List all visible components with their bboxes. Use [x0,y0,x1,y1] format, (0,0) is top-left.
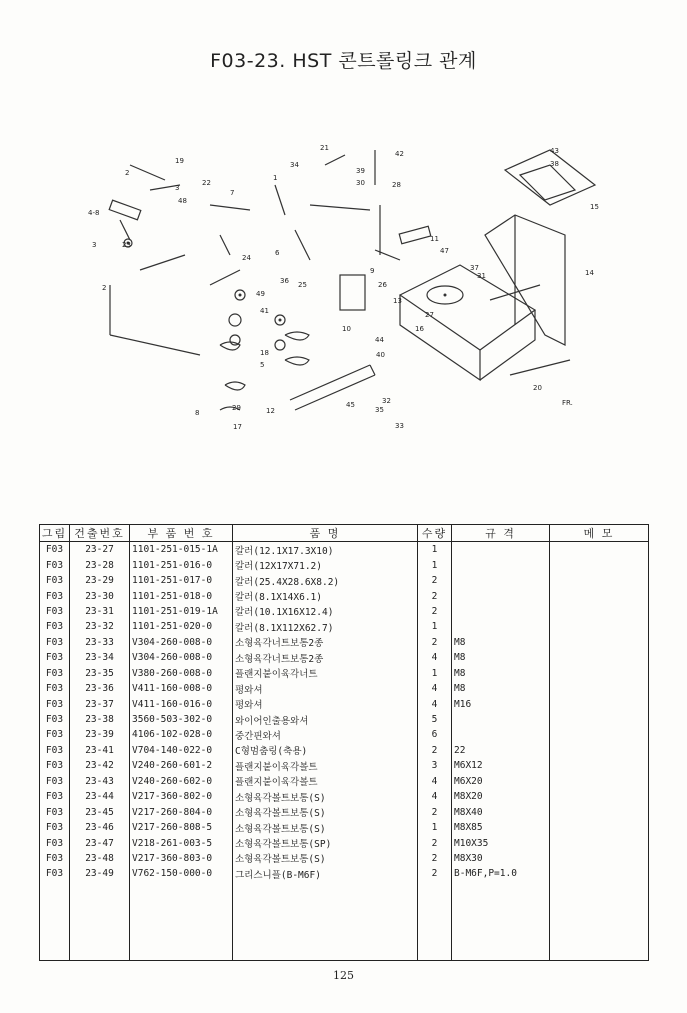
table-cell-memo [550,696,649,711]
table-cell: 22 [452,743,550,758]
table-cell: M8X30 [452,851,550,866]
callout-label: 23 [122,241,131,249]
callout-label: 28 [392,181,401,189]
table-cell: 칼러(8.1X112X62.7) [233,619,418,634]
table-cell-memo [550,758,649,773]
col-header-part-name: 품 명 [233,525,418,542]
table-cell: 칼러(12X17X71.2) [233,557,418,572]
table-cell: V217-360-803-0 [130,851,233,866]
table-cell: 23-27 [70,542,130,558]
exploded-parts-diagram [70,135,630,440]
table-cell: 3 [418,758,452,773]
table-row [40,588,649,603]
table-cell-memo [550,666,649,681]
callout-label: 40 [376,351,385,359]
table-cell: M8 [452,681,550,696]
callout-label: 15 [590,203,599,211]
table-cell: 23-47 [70,835,130,850]
table-cell: 23-43 [70,774,130,789]
callout-label: 25 [298,281,307,289]
callout-label: 26 [378,281,387,289]
table-cell: 23-32 [70,619,130,634]
table-cell: 2 [418,573,452,588]
page-title: F03-23. HST 콘트롤링크 관계 [210,50,477,72]
table-cell: M8 [452,666,550,681]
table-cell [452,557,550,572]
callout-label: 45 [346,401,355,409]
parts-table-body [40,542,649,961]
table-cell-memo [550,789,649,804]
callout-label: 5 [260,361,265,369]
table-cell: M6X20 [452,774,550,789]
table-row [40,604,649,619]
table-cell-memo [550,542,649,558]
table-row [40,866,649,881]
table-cell: 2 [418,588,452,603]
callout-label: 7 [230,189,235,197]
table-cell [452,588,550,603]
callout-label: 2 [125,169,130,177]
table-cell-memo [550,727,649,742]
table-cell: 23-42 [70,758,130,773]
table-row [40,835,649,850]
table-cell [452,604,550,619]
table-cell: 소형육각너트보통2종 [233,635,418,650]
table-cell: 플랜지붙이육각볼트 [233,774,418,789]
table-cell: M10X35 [452,835,550,850]
table-row [40,635,649,650]
table-cell-memo [550,604,649,619]
table-cell: F03 [40,619,70,634]
table-cell: 3560-503-302-0 [130,712,233,727]
table-cell: F03 [40,650,70,665]
table-cell: F03 [40,588,70,603]
table-cell: 4 [418,696,452,711]
table-cell: 1 [418,820,452,835]
table-row [40,758,649,773]
table-cell: 2 [418,835,452,850]
table-cell: 4106-102-028-0 [130,727,233,742]
table-cell: C형멈춤링(축용) [233,743,418,758]
callout-label: 24 [242,254,251,262]
table-cell: 23-39 [70,727,130,742]
table-cell: 23-49 [70,866,130,881]
table-cell-memo [550,743,649,758]
table-cell [452,573,550,588]
table-cell: V218-261-003-5 [130,835,233,850]
table-cell: 평와셔 [233,696,418,711]
table-cell-memo [550,557,649,572]
callout-label: 17 [233,423,242,431]
table-cell: F03 [40,789,70,804]
table-cell: F03 [40,557,70,572]
table-row [40,542,649,558]
table-cell [452,542,550,558]
table-cell: M8 [452,635,550,650]
table-cell: V380-260-008-0 [130,666,233,681]
table-row [40,743,649,758]
table-cell: 1 [418,619,452,634]
table-cell: 6 [418,727,452,742]
table-cell: F03 [40,804,70,819]
callout-label: 13 [393,297,402,305]
table-cell: 칼러(10.1X16X12.4) [233,604,418,619]
table-cell: F03 [40,866,70,881]
table-cell: 2 [418,743,452,758]
table-cell-memo [550,804,649,819]
callout-label: 49 [256,290,265,298]
table-cell: 1101-251-020-0 [130,619,233,634]
table-cell: 23-44 [70,789,130,804]
table-cell: F03 [40,666,70,681]
table-cell-memo [550,851,649,866]
table-cell: 23-35 [70,666,130,681]
table-cell: M8X20 [452,789,550,804]
callout-label: 8 [195,409,200,417]
table-cell: 칼러(12.1X17.3X10) [233,542,418,558]
table-cell: F03 [40,727,70,742]
table-cell: F03 [40,743,70,758]
table-cell: 23-36 [70,681,130,696]
table-cell: 23-28 [70,557,130,572]
table-cell-memo [550,573,649,588]
col-header-figure: 그림 [40,525,70,542]
table-cell: 23-45 [70,804,130,819]
table-cell: V304-260-008-0 [130,650,233,665]
callout-label: 33 [395,422,404,430]
table-cell: V411-160-008-0 [130,681,233,696]
callout-label: 29 [232,404,241,412]
callout-label: 6 [275,249,280,257]
table-cell: F03 [40,712,70,727]
table-cell: M8X85 [452,820,550,835]
table-cell: F03 [40,774,70,789]
table-cell: 23-48 [70,851,130,866]
table-row [40,789,649,804]
table-cell: F03 [40,681,70,696]
callout-label: 48 [178,197,187,205]
table-cell: 1 [418,557,452,572]
table-row [40,650,649,665]
table-cell: V240-260-601-2 [130,758,233,773]
table-cell: 4 [418,650,452,665]
table-cell-memo [550,820,649,835]
callout-label: 4-8 [88,209,100,217]
table-cell: 1101-251-015-1A [130,542,233,558]
table-cell: 소형육각볼트보통(S) [233,851,418,866]
callout-label: 14 [585,269,594,277]
table-cell-memo [550,619,649,634]
table-cell-memo [550,866,649,881]
table-cell: V762-150-000-0 [130,866,233,881]
table-cell: F03 [40,820,70,835]
callout-label: 41 [260,307,269,315]
callout-label: 22 [202,179,211,187]
table-cell: 1 [418,542,452,558]
callout-label: 31 [477,272,486,280]
callout-label: 36 [280,277,289,285]
callout-label: 30 [356,179,365,187]
table-cell: M8 [452,650,550,665]
table-cell: 와이어인출용와셔 [233,712,418,727]
table-cell: 1101-251-017-0 [130,573,233,588]
table-cell: M8X40 [452,804,550,819]
table-cell: 4 [418,789,452,804]
table-cell: 23-31 [70,604,130,619]
callout-label: 16 [415,325,424,333]
col-header-ref-no: 건출번호 [70,525,130,542]
callout-label: 2 [102,284,107,292]
callout-label: 11 [430,235,439,243]
table-cell: F03 [40,542,70,558]
table-cell-memo [550,588,649,603]
table-row [40,804,649,819]
table-cell: 23-29 [70,573,130,588]
callout-label: 43 [550,147,559,155]
callout-label: 10 [342,325,351,333]
table-empty-space [40,882,649,961]
table-cell: F03 [40,758,70,773]
table-cell: F03 [40,604,70,619]
table-cell: 23-38 [70,712,130,727]
callout-label: 35 [375,406,384,414]
table-row [40,851,649,866]
table-header-row [40,525,649,542]
callout-label: 27 [425,311,434,319]
callout-label: 34 [290,161,299,169]
table-cell: 23-41 [70,743,130,758]
table-cell: 소형육각너트보통2종 [233,650,418,665]
callout-label: 9 [370,267,375,275]
table-cell: 5 [418,712,452,727]
table-cell-memo [550,774,649,789]
callout-label: 38 [550,160,559,168]
table-cell: 2 [418,866,452,881]
callout-label: 21 [320,144,329,152]
table-cell: 23-30 [70,588,130,603]
table-row [40,820,649,835]
table-cell: 칼러(25.4X28.6X8.2) [233,573,418,588]
table-cell: 4 [418,681,452,696]
table-cell: 1101-251-018-0 [130,588,233,603]
table-cell: V217-260-808-5 [130,820,233,835]
table-cell: 23-37 [70,696,130,711]
callout-label: 18 [260,349,269,357]
table-row [40,727,649,742]
callout-label: 47 [440,247,449,255]
table-cell: 중간핀와셔 [233,727,418,742]
table-cell: 2 [418,635,452,650]
callout-label: 39 [356,167,365,175]
table-row [40,774,649,789]
table-cell: 소형육각볼트보통(S) [233,789,418,804]
table-cell: B-M6F,P=1.0 [452,866,550,881]
table-cell: V411-160-016-0 [130,696,233,711]
table-cell: F03 [40,851,70,866]
table-cell: V704-140-022-0 [130,743,233,758]
callout-label: 44 [375,336,384,344]
table-row [40,666,649,681]
table-row [40,681,649,696]
table-cell: 소형육각볼트보통(S) [233,804,418,819]
table-cell: M6X12 [452,758,550,773]
table-cell: 플랜지붙이육각볼트 [233,758,418,773]
table-cell: 2 [418,851,452,866]
table-cell [452,727,550,742]
callout-label: 12 [266,407,275,415]
table-cell: 칼러(8.1X14X6.1) [233,588,418,603]
table-row [40,619,649,634]
table-cell: 1 [418,666,452,681]
callout-label: FR. [562,399,573,407]
table-cell-memo [550,635,649,650]
table-cell: 그리스니플(B-M6F) [233,866,418,881]
callout-label: 3 [92,241,97,249]
table-cell: 23-33 [70,635,130,650]
table-row [40,696,649,711]
table-cell: 23-46 [70,820,130,835]
callout-label: 37 [470,264,479,272]
parts-list-table [39,524,649,961]
table-row [40,712,649,727]
table-cell-memo [550,681,649,696]
table-cell: 평와셔 [233,681,418,696]
table-cell: 2 [418,604,452,619]
table-cell: 소형육각볼트보통(SP) [233,835,418,850]
callout-label: 32 [382,397,391,405]
callout-label: 20 [533,384,542,392]
table-cell: F03 [40,635,70,650]
table-cell: 1101-251-016-0 [130,557,233,572]
table-cell: F03 [40,696,70,711]
table-cell: 23-34 [70,650,130,665]
table-row [40,557,649,572]
table-cell [452,712,550,727]
table-cell: 소형육각볼트보통(S) [233,820,418,835]
callout-label: 1 [273,174,278,182]
col-header-spec: 규 격 [452,525,550,542]
table-cell: F03 [40,835,70,850]
callout-label: 42 [395,150,404,158]
table-cell-memo [550,835,649,850]
table-cell [452,619,550,634]
table-cell: V217-360-802-0 [130,789,233,804]
table-cell: 플랜지붙이육각너트 [233,666,418,681]
table-cell: V304-260-008-0 [130,635,233,650]
page-number: 125 [333,969,354,982]
col-header-qty: 수량 [418,525,452,542]
col-header-memo: 메 모 [550,525,649,542]
table-cell-memo [550,712,649,727]
table-cell-memo [550,650,649,665]
table-cell: 4 [418,774,452,789]
col-header-part-no: 부 품 번 호 [130,525,233,542]
table-cell: 1101-251-019-1A [130,604,233,619]
callout-label: 19 [175,157,184,165]
table-cell: V240-260-602-0 [130,774,233,789]
callout-label: 3 [175,184,180,192]
table-row [40,573,649,588]
table-cell: V217-260-804-0 [130,804,233,819]
table-cell: 2 [418,804,452,819]
table-cell: M16 [452,696,550,711]
table-cell: F03 [40,573,70,588]
